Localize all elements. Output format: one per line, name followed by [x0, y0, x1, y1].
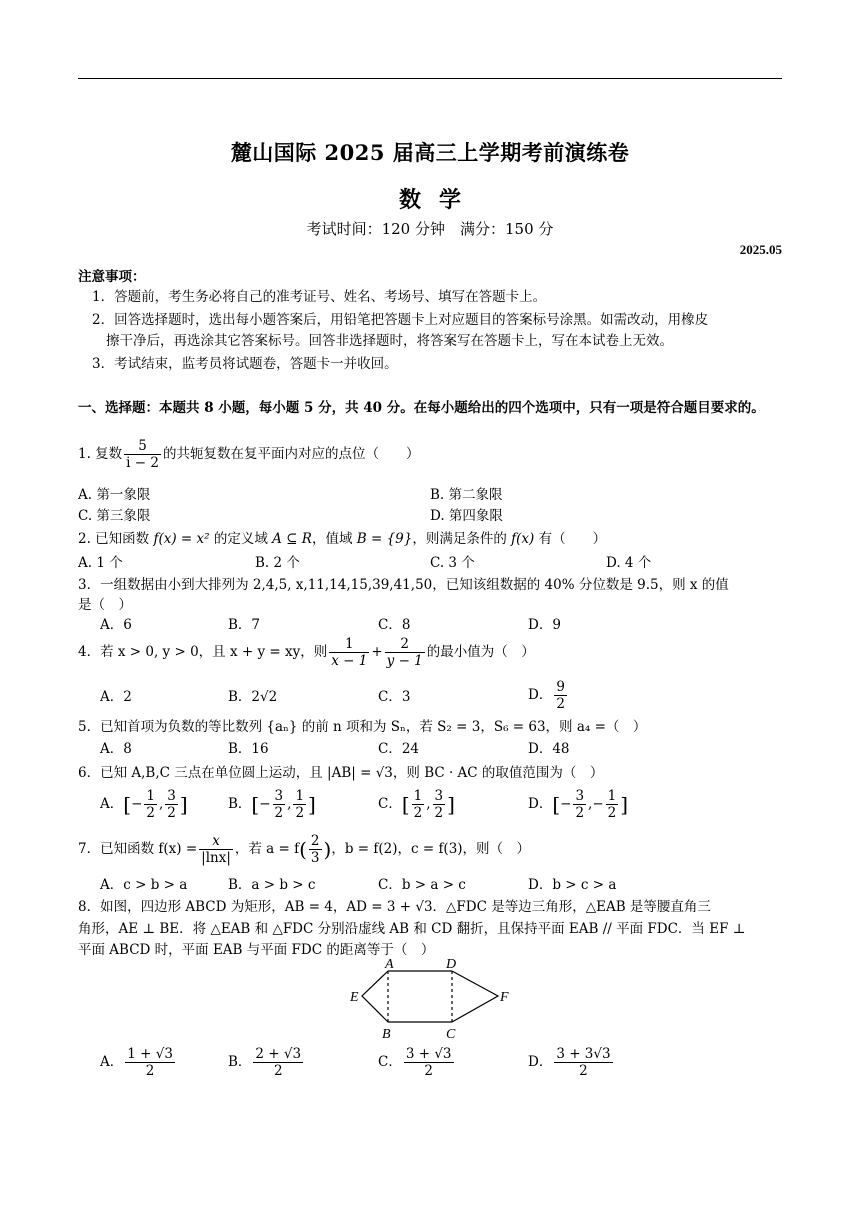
q8-line-1: 8．如图，四边形 ABCD 为矩形，AB = 4，AD = 3 + √3．△FDC 是等边三角形，△EAB 是等腰直角三	[78, 899, 711, 915]
triangle-fdc	[452, 971, 498, 1022]
q7-a-den: 3	[310, 850, 320, 866]
q6-option-a: A．[− $\frac{1}{2}$ , $\frac{3}{2}$ ]	[100, 788, 188, 821]
q8-option-a	[100, 1046, 177, 1079]
q7-prefix: 7．已知函数 f(x) =	[78, 841, 198, 857]
subject-title: 数学	[398, 187, 479, 213]
q1-suffix: 的共轭复数在复平面内对应的点位（ ）	[162, 446, 420, 462]
q1-frac-num: 5	[124, 438, 161, 455]
q6-option-c: C．[ $\frac{1}{2}$ , $\frac{3}{2}$ ]	[378, 788, 455, 821]
q8-figure	[340, 954, 520, 1044]
q6-c-n1: 1	[413, 788, 423, 804]
q2-function: f(x) = x²	[153, 531, 210, 547]
q5-option-d: D．48	[528, 741, 570, 757]
q6-a-label: A．	[100, 796, 124, 812]
q4-d-num: 9	[556, 679, 565, 695]
q4-f1-den: x − 1	[331, 653, 368, 669]
notice-item-2: 2．回答选择题时，选出每小题答案后，用铅笔把答题卡上对应题目的答案标号涂黑。如需改动，用橡皮	[92, 312, 709, 328]
q7-option-b: B．a > b > c	[228, 877, 316, 893]
q8-d-den: 2	[579, 1063, 588, 1079]
exam-date: 2025.05	[739, 242, 782, 257]
q2-suffix: 有（ ）	[538, 531, 607, 547]
q4-f1-num: 1	[329, 636, 369, 653]
exam-title: 麓山国际 2025 届高三上学期考前演练卷	[230, 140, 630, 165]
q2-option-b: B. 2 个	[255, 555, 300, 571]
question-7: 7．已知函数 f(x) = $\frac{x}{|\ln x|}$ ，若 a = f( $\frac{2}{3}$ )，b = f(2)，c = f(3)，则（ ）	[78, 833, 531, 866]
q8-option-c	[378, 1046, 456, 1079]
q8-c-label: C．	[378, 1054, 402, 1070]
q4-option-d-fraction	[554, 679, 567, 712]
q8-a-num: 1 + √3	[127, 1046, 173, 1062]
q2-mid1: 的定义域	[213, 531, 268, 547]
q6-a-sign1: −	[131, 796, 143, 812]
q2-domain: A ⊆ R	[272, 531, 312, 547]
q4-option-d-label: D．	[528, 687, 553, 703]
q6-b-n1: 3	[274, 788, 284, 804]
q8-line-3: 平面 ABCD 时，平面 EAB 与平面 FDC 的距离等于（ ）	[78, 942, 435, 958]
question-4: 4．若 x > 0, y > 0，且 x + y = xy，则 $\frac{1}{x - 1}$ + $\frac{2}{y - 1}$ 的最小值为（ ）	[78, 636, 535, 669]
q6-c-d2: 2	[434, 805, 444, 821]
q6-c-label: C．	[378, 796, 402, 812]
header-rule	[78, 78, 782, 79]
q1-option-b: B. 第二象限	[430, 487, 503, 503]
q1-frac-den: i − 2	[126, 455, 159, 471]
q3-line-2: 是（ ）	[78, 597, 132, 613]
q7-f-den: |lnx|	[201, 850, 231, 866]
q6-c-n2: 3	[434, 788, 444, 804]
q1-fraction	[124, 438, 161, 471]
q8-line-2: 角形，AE ⊥ BE．将 △EAB 和 △FDC 分别沿虚线 AB 和 CD 翻折，且保持平面 EAB // 平面 FDC．当 EF ⊥	[78, 921, 746, 937]
q2-fx: f(x)	[511, 531, 535, 547]
label-d: D	[446, 957, 457, 972]
q8-c-den: 2	[424, 1063, 433, 1079]
q6-a-n1: 1	[146, 788, 155, 804]
q2-mid3: ，则满足条件的	[412, 531, 507, 547]
q5-text: 5．已知首项为负数的等比数列 {aₙ} 的前 n 项和为 Sₙ，若 S₂ = 3，S₆ = 63，则 a₄ =（ ）	[78, 719, 647, 735]
q4-option-b: B．2√2	[228, 689, 278, 705]
q6-b-d1: 2	[274, 805, 284, 821]
q4-fraction-1	[329, 636, 369, 669]
q4-fraction-2	[385, 636, 425, 669]
q6-text: 6．已知 A,B,C 三点在单位圆上运动，且 |AB| = √3，则 BC · AC 的取值范围为（ ）	[78, 765, 604, 781]
q2-prefix: 2. 已知函数	[78, 531, 150, 547]
q3-option-c: C．8	[378, 617, 411, 633]
q5-option-b: B．16	[228, 741, 269, 757]
notice-item-1: 1．答题前，考生务必将自己的准考证号、姓名、考场号、填写在答题卡上。	[92, 289, 547, 305]
q2-option-d: D. 4 个	[606, 555, 652, 571]
q8-option-b	[228, 1046, 305, 1079]
triangle-eab	[362, 971, 388, 1022]
q6-d-d2: 2	[607, 805, 617, 821]
q1-option-c: C. 第三象限	[78, 508, 151, 524]
q6-option-b: B．[− $\frac{3}{2}$ , $\frac{1}{2}$ ]	[228, 788, 316, 821]
section-heading: 一、选择题：本题共 8 小题，每小题 5 分，共 40 分。在每小题给出的四个选项中，只有一项是符合题目要求的。	[78, 400, 765, 416]
q6-d-sign1: −	[560, 796, 572, 812]
q4-option-d	[528, 679, 569, 712]
q6-c-d1: 2	[413, 805, 423, 821]
q6-d-d1: 2	[575, 805, 585, 821]
q4-prefix: 4．若 x > 0, y > 0，且 x + y = xy，则	[78, 644, 328, 660]
q4-f2-den: y − 1	[386, 653, 423, 669]
q5-option-a: A．8	[100, 741, 132, 757]
label-c: C	[446, 1027, 456, 1042]
q8-d-label: D．	[528, 1054, 553, 1070]
q7-suffix: ，b = f(2)，c = f(3)，则（ ）	[331, 841, 531, 857]
label-f: F	[500, 990, 509, 1005]
q1-option-a: A. 第一象限	[78, 487, 151, 503]
q2-mid2: ，值域	[311, 531, 353, 547]
q6-d-n2: 1	[607, 788, 617, 804]
label-b: B	[382, 1027, 391, 1042]
q8-b-label: B．	[228, 1054, 252, 1070]
question-1	[78, 438, 419, 471]
q8-b-den: 2	[273, 1063, 283, 1079]
q1-prefix: 1. 复数	[78, 446, 123, 462]
q6-a-d1: 2	[146, 805, 155, 821]
q6-d-n1: 3	[575, 788, 585, 804]
q4-f2-num: 2	[385, 636, 425, 653]
q2-option-c: C. 3 个	[430, 555, 475, 571]
q8-a-label: A．	[100, 1054, 124, 1070]
q5-option-c: C．24	[378, 741, 420, 757]
q6-option-d: D．[− $\frac{3}{2}$ ,− $\frac{1}{2}$ ]	[528, 788, 629, 821]
label-e: E	[350, 990, 359, 1005]
q3-option-a: A．6	[100, 617, 132, 633]
q8-d-num: 3 + 3√3	[556, 1046, 611, 1062]
q4-suffix: 的最小值为（ ）	[426, 644, 535, 660]
q3-line-1: 3．一组数据由小到大排列为 2,4,5, x,11,14,15,39,41,50，已知该组数据的 40% 分位数是 9.5，则 x 的值	[78, 577, 729, 593]
notice-title: 注意事项：	[78, 269, 146, 285]
q6-a-n2: 3	[167, 788, 176, 804]
q6-b-d2: 2	[295, 805, 305, 821]
q3-option-d: D．9	[528, 617, 561, 633]
q2-option-a: A. 1 个	[78, 555, 123, 571]
q4-option-a: A．2	[100, 689, 132, 705]
notice-item-2-cont: 擦干净后，再选涂其它答案标号。回答非选择题时，将答案写在答题卡上，写在本试卷上无效。	[106, 333, 673, 349]
q6-d-sign2: −	[592, 796, 604, 812]
q6-b-label: B．	[228, 796, 252, 812]
q8-option-d	[528, 1046, 615, 1079]
q7-option-c: C．b > a > c	[378, 877, 466, 893]
q7-a-num: 2	[310, 833, 320, 849]
question-2	[78, 530, 606, 548]
notice-item-3: 3．考试结束，监考员将试题卷，答题卡一并收回。	[92, 356, 398, 372]
q6-b-n2: 1	[295, 788, 305, 804]
q7-mid: ，若 a = f	[234, 841, 300, 857]
q4-option-c: C．3	[378, 689, 411, 705]
q7-f-num: x	[199, 833, 233, 850]
q7-option-a: A．c > b > a	[100, 877, 188, 893]
label-a: A	[385, 957, 394, 972]
q8-c-num: 3 + √3	[405, 1046, 452, 1062]
q3-option-b: B．7	[228, 617, 261, 633]
q2-range: B = {9}	[356, 531, 413, 547]
q6-b-sign1: −	[259, 796, 271, 812]
q8-b-num: 2 + √3	[255, 1046, 302, 1062]
q6-a-d2: 2	[167, 805, 176, 821]
q4-d-den: 2	[556, 696, 565, 712]
q6-d-label: D．	[528, 796, 553, 812]
q8-a-den: 2	[145, 1063, 155, 1079]
q1-option-d: D. 第四象限	[430, 508, 503, 524]
exam-info: 考试时间：120 分钟 满分：150 分	[306, 220, 554, 238]
q7-option-d: D．b > c > a	[528, 877, 617, 893]
